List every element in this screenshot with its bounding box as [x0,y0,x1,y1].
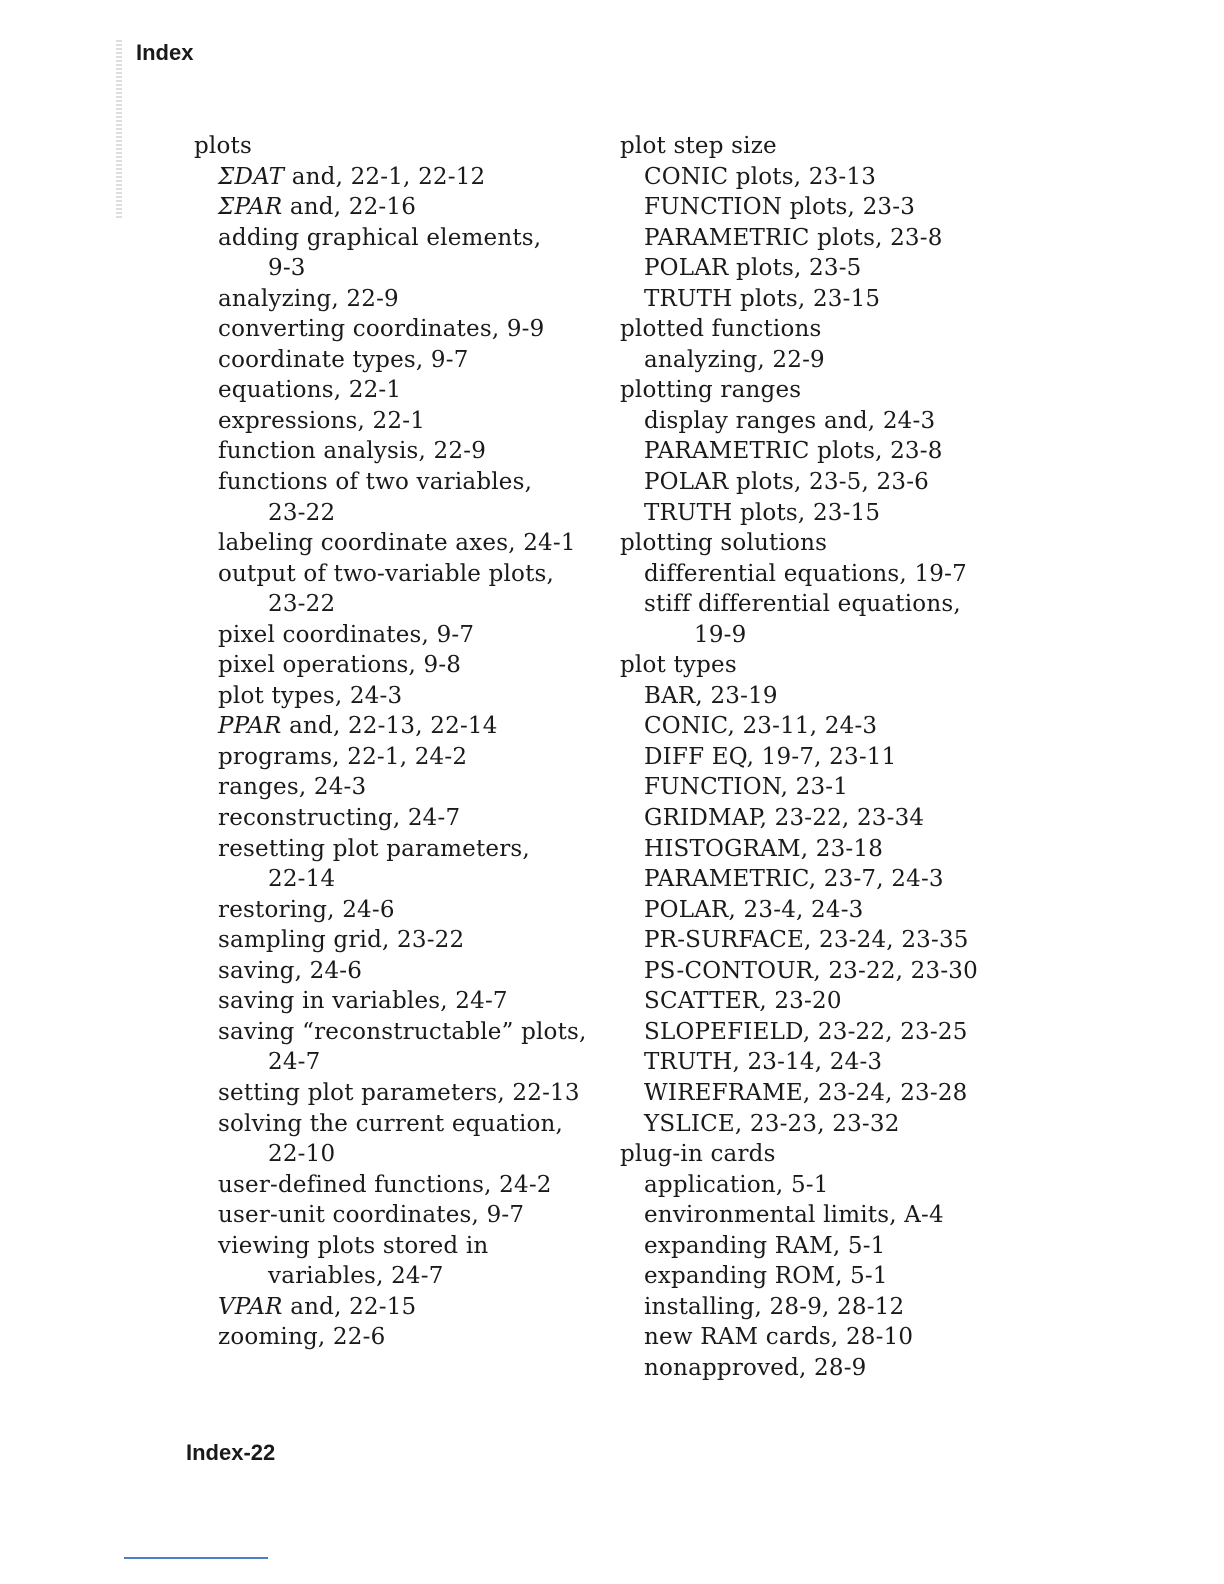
entry-text: 24-7 [268,1049,321,1076]
index-subentry [194,1322,584,1353]
entry-text: environmental limits, A-4 [644,1202,944,1229]
entry-text: analyzing, 22-9 [218,285,399,312]
entry-text: ΣPAR [218,194,283,221]
index-subentry [194,559,584,590]
index-subentry [194,223,584,254]
index-subentry [620,192,1020,223]
index-subentry [620,742,1020,773]
entry-text: coordinate types, 9-7 [218,346,469,373]
index-subentry [194,803,584,834]
index-heading [620,131,1020,162]
index-subentry [620,1170,1020,1201]
index-subentry [620,925,1020,956]
entry-text: plot types [620,652,737,679]
entry-text: TRUTH plots, 23-15 [644,499,881,526]
index-continuation [194,253,584,284]
index-subentry [620,895,1020,926]
entry-text: 23-22 [268,591,336,618]
entry-text: expressions, 22-1 [218,407,426,434]
index-subentry [620,803,1020,834]
entry-text: saving in variables, 24-7 [218,988,508,1015]
entry-text: function analysis, 22-9 [218,438,487,465]
entry-text: plotting ranges [620,377,802,404]
entry-text: PS-CONTOUR, 23-22, 23-30 [644,957,978,984]
entry-text: expanding ROM, 5-1 [644,1263,888,1290]
entry-text: POLAR, 23-4, 24-3 [644,896,864,923]
index-subentry [620,406,1020,437]
index-subentry [620,1047,1020,1078]
entry-text: VPAR [218,1293,283,1320]
index-heading [620,650,1020,681]
entry-text: plotting solutions [620,530,828,557]
entry-text: user-unit coordinates, 9-7 [218,1202,525,1229]
index-subentry [194,314,584,345]
entry-text: installing, 28-9, 28-12 [644,1293,905,1320]
index-subentry [194,345,584,376]
index-subentry [194,162,584,193]
entry-text: 22-10 [268,1141,336,1168]
entry-text: viewing plots stored in [218,1232,489,1259]
index-subentry [620,559,1020,590]
index-subentry [620,834,1020,865]
entry-text: ΣDAT [218,163,285,190]
entry-text: POLAR plots, 23-5, 23-6 [644,469,930,496]
entry-text: SCATTER, 23-20 [644,988,842,1015]
entry-text: pixel operations, 9-8 [218,652,462,679]
index-subentry [194,284,584,315]
entry-text: TRUTH plots, 23-15 [644,285,881,312]
entry-text: variables, 24-7 [268,1263,444,1290]
index-heading [620,1139,1020,1170]
entry-text: PARAMETRIC plots, 23-8 [644,438,943,465]
entry-text: plot step size [620,133,777,159]
entry-text: GRIDMAP, 23-22, 23-34 [644,805,925,832]
index-subentry [194,742,584,773]
index-subentry [620,1017,1020,1048]
index-subentry [194,650,584,681]
entry-text: plot types, 24-3 [218,682,403,709]
index-subentry [620,467,1020,498]
index-subentry [194,528,584,559]
index-continuation [194,1139,584,1170]
entry-text: display ranges and, 24-3 [644,407,936,434]
entry-text: PPAR [218,713,282,740]
index-subentry [620,1261,1020,1292]
index-subentry [194,1078,584,1109]
entry-text: pixel coordinates, 9-7 [218,621,475,648]
index-continuation [194,1261,584,1292]
index-subentry [620,1292,1020,1323]
index-subentry [620,681,1020,712]
entry-suffix: and, 22-1, 22-12 [284,163,486,190]
running-header: Index [136,40,194,65]
index-subentry [620,1109,1020,1140]
entry-text: differential equations, 19-7 [644,560,967,587]
index-heading [194,131,584,162]
entry-text: PARAMETRIC plots, 23-8 [644,224,943,251]
entry-text: solving the current equation, [218,1110,564,1137]
index-subentry [620,711,1020,742]
index-subentry [620,253,1020,284]
index-subentry [194,1200,584,1231]
index-subentry [194,375,584,406]
entry-text: CONIC plots, 23-13 [644,163,877,190]
index-subentry [620,498,1020,529]
entry-text: labeling coordinate axes, 24-1 [218,530,576,557]
index-subentry [620,1078,1020,1109]
index-subentry [620,772,1020,803]
entry-text: resetting plot parameters, [218,835,530,862]
entry-text: POLAR plots, 23-5 [644,255,862,282]
entry-text: zooming, 22-6 [218,1324,386,1351]
index-subentry [194,1109,584,1140]
entry-text: plots [194,133,252,159]
entry-text: 22-14 [268,866,336,893]
index-subentry [620,1231,1020,1262]
index-continuation [194,589,584,620]
index-subentry [620,284,1020,315]
index-subentry [194,1170,584,1201]
entry-text: 19-9 [694,621,747,648]
index-column-left [194,131,587,1353]
entry-suffix: and, 22-13, 22-14 [281,713,498,740]
entry-text: PARAMETRIC, 23-7, 24-3 [644,866,944,893]
index-subentry [620,589,1020,620]
entry-suffix: and, 22-15 [282,1293,417,1320]
entry-text: FUNCTION, 23-1 [644,774,849,801]
scan-margin-mark [116,40,122,220]
entry-text: restoring, 24-6 [218,896,395,923]
entry-text: DIFF EQ, 19-7, 23-11 [644,743,897,770]
entry-text: analyzing, 22-9 [644,346,825,373]
index-continuation [620,620,1020,651]
index-subentry [620,956,1020,987]
entry-text: YSLICE, 23-23, 23-32 [644,1110,900,1137]
index-subentry [620,864,1020,895]
entry-text: adding graphical elements, [218,224,542,251]
entry-text: plotted functions [620,316,822,343]
entry-text: FUNCTION plots, 23-3 [644,194,916,221]
entry-text: functions of two variables, [218,469,533,496]
index-subentry [194,925,584,956]
index-subentry [620,436,1020,467]
index-column-right [620,131,1020,1383]
entry-text: programs, 22-1, 24-2 [218,743,468,770]
index-continuation [194,498,584,529]
index-subentry [620,223,1020,254]
entry-text: nonapproved, 28-9 [644,1354,867,1381]
index-subentry [620,345,1020,376]
index-subentry [194,406,584,437]
index-subentry [194,1292,584,1323]
index-subentry [194,711,584,742]
index-subentry [194,1017,587,1048]
index-subentry [194,1231,584,1262]
index-subentry [194,834,584,865]
index-subentry [194,895,584,926]
index-continuation [194,1047,584,1078]
entry-text: converting coordinates, 9-9 [218,316,545,343]
bottom-rule [124,1557,268,1559]
entry-text: expanding RAM, 5-1 [644,1232,886,1259]
index-heading [620,528,1020,559]
index-subentry [194,436,584,467]
index-subentry [194,681,584,712]
entry-text: SLOPEFIELD, 23-22, 23-25 [644,1018,968,1045]
index-heading [620,314,1020,345]
entry-text: CONIC, 23-11, 24-3 [644,713,878,740]
entry-text: saving, 24-6 [218,957,363,984]
entry-text: 9-3 [268,255,306,282]
page-number: Index-22 [186,1440,276,1465]
index-subentry [620,1353,1020,1384]
entry-text: application, 5-1 [644,1171,829,1198]
index-subentry [620,986,1020,1017]
index-subentry [194,772,584,803]
entry-text: ranges, 24-3 [218,774,367,801]
index-subentry [620,162,1020,193]
index-subentry [620,1200,1020,1231]
index-subentry [194,986,584,1017]
entry-text: BAR, 23-19 [644,682,778,709]
entry-text: 23-22 [268,499,336,526]
entry-text: stiff differential equations, [644,591,961,618]
entry-text: PR-SURFACE, 23-24, 23-35 [644,927,969,954]
index-subentry [194,467,584,498]
entry-text: WIREFRAME, 23-24, 23-28 [644,1079,968,1106]
entry-text: setting plot parameters, 22-13 [218,1079,580,1106]
entry-text: plug-in cards [620,1141,776,1168]
entry-text: HISTOGRAM, 23-18 [644,835,884,862]
entry-text: new RAM cards, 28-10 [644,1324,914,1351]
index-subentry [620,1322,1020,1353]
index-subentry [194,620,584,651]
entry-suffix: and, 22-16 [282,194,417,221]
index-continuation [194,864,584,895]
entry-text: sampling grid, 23-22 [218,927,465,954]
entry-text: equations, 22-1 [218,377,402,404]
index-subentry [194,956,584,987]
entry-text: TRUTH, 23-14, 24-3 [644,1049,883,1076]
entry-text: reconstructing, 24-7 [218,805,461,832]
entry-text: user-defined functions, 24-2 [218,1171,552,1198]
entry-text: output of two-variable plots, [218,560,555,587]
entry-text: saving “reconstructable” plots, [218,1018,587,1045]
index-heading [620,375,1020,406]
index-subentry [194,192,584,223]
